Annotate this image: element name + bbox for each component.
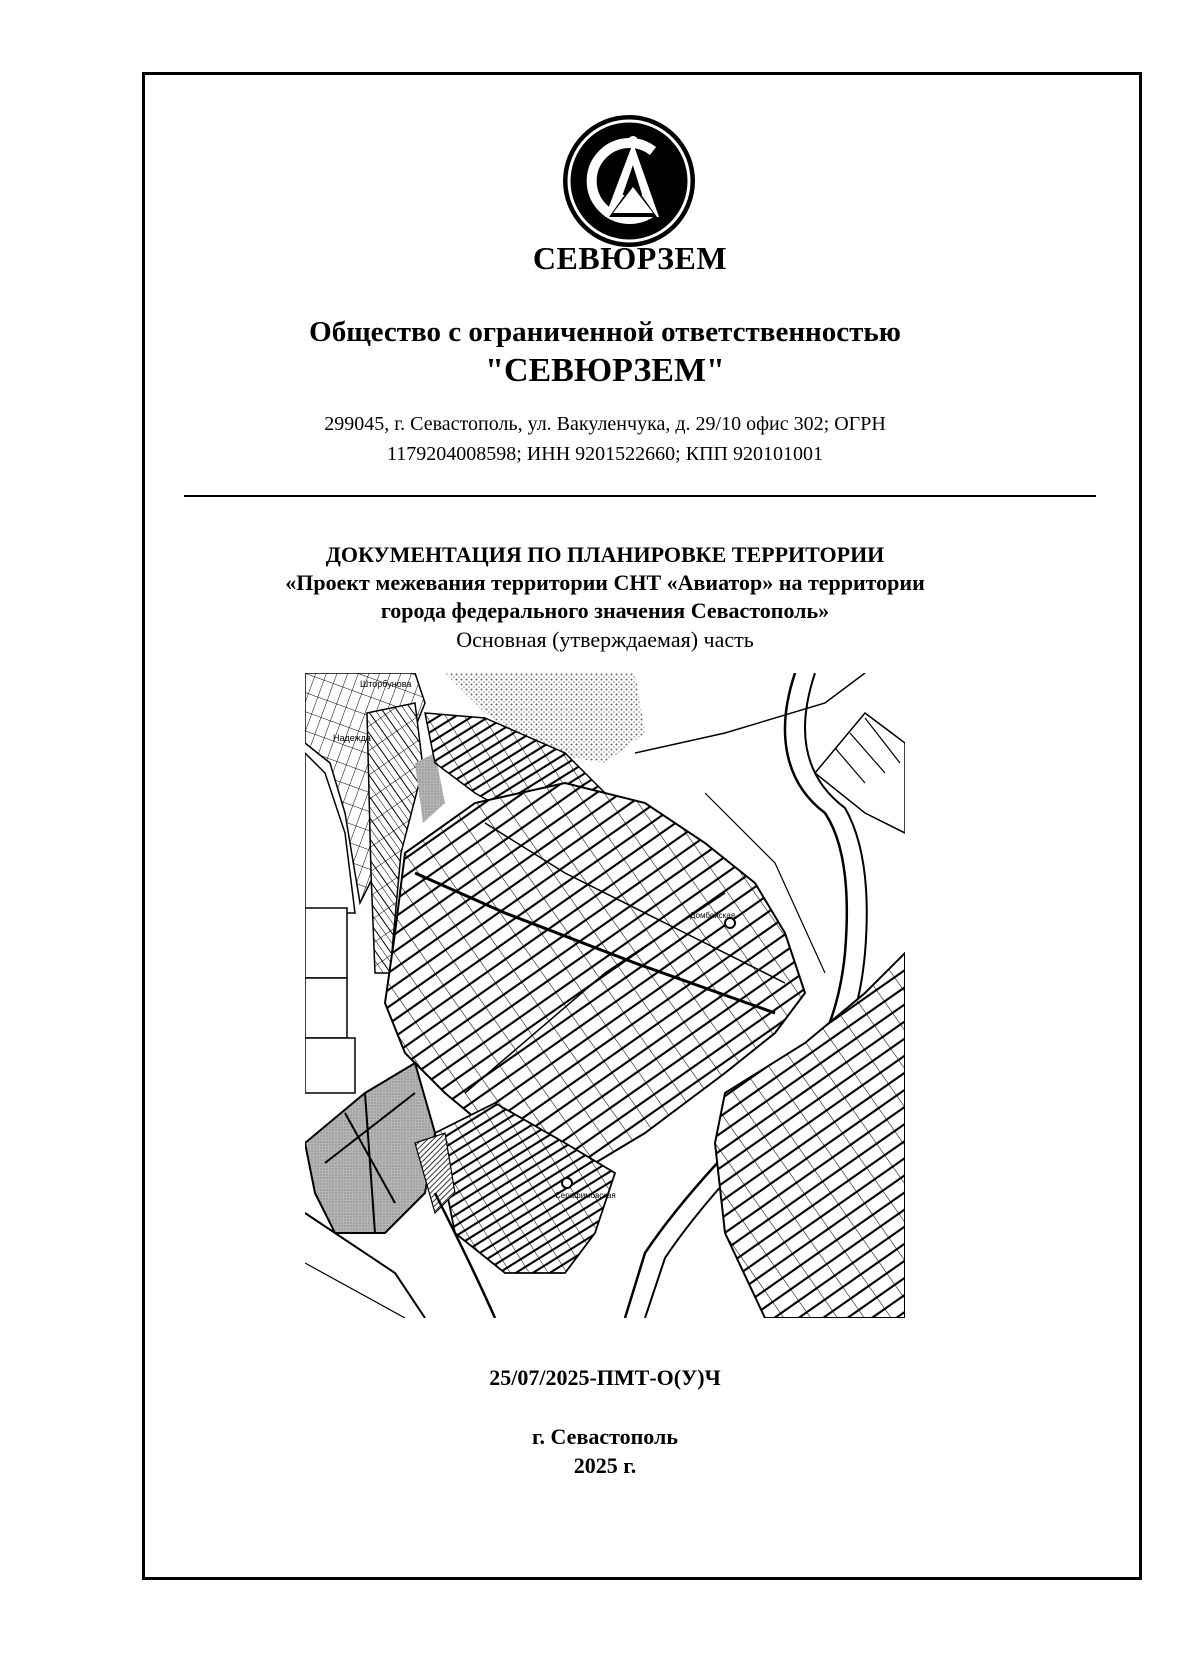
company-logo xyxy=(561,113,697,249)
header-divider xyxy=(184,495,1096,497)
document-part: Основная (утверждаемая) часть xyxy=(456,627,754,652)
document-title-line-2: города федерального значения Севастополь» xyxy=(380,598,830,623)
organization-type: Общество с ограниченной ответственностью xyxy=(309,316,901,348)
document-code: 25/07/2025-ПМТ-О(У)Ч xyxy=(489,1365,721,1390)
document-type: ДОКУМЕНТАЦИЯ ПО ПЛАНИРОВКЕ ТЕРРИТОРИИ xyxy=(325,542,885,567)
year: 2025 г. xyxy=(573,1453,637,1478)
map-label-top: Шторбунова xyxy=(360,679,412,689)
address-line-2: 1179204008598; ИНН 9201522660; КПП 920101001 xyxy=(387,443,823,465)
brand-name: СЕВЮРЗЕМ xyxy=(532,240,728,276)
map-label-center: Домбайская xyxy=(690,911,736,920)
map-label-left: Надежда xyxy=(333,733,371,743)
city: г. Севастополь xyxy=(532,1424,678,1449)
cadastral-map xyxy=(305,673,905,1318)
address-line-1: 299045, г. Севастополь, ул. Вакуленчука, д. 29/10 офис 302; ОГРН xyxy=(324,413,886,435)
map-label-bottom: Серафимовская xyxy=(555,1191,616,1200)
organization-name: "СЕВЮРЗЕМ" xyxy=(485,352,725,389)
document-title-line-1: «Проект межевания территории СНТ «Авиатор» на территории xyxy=(285,570,925,595)
